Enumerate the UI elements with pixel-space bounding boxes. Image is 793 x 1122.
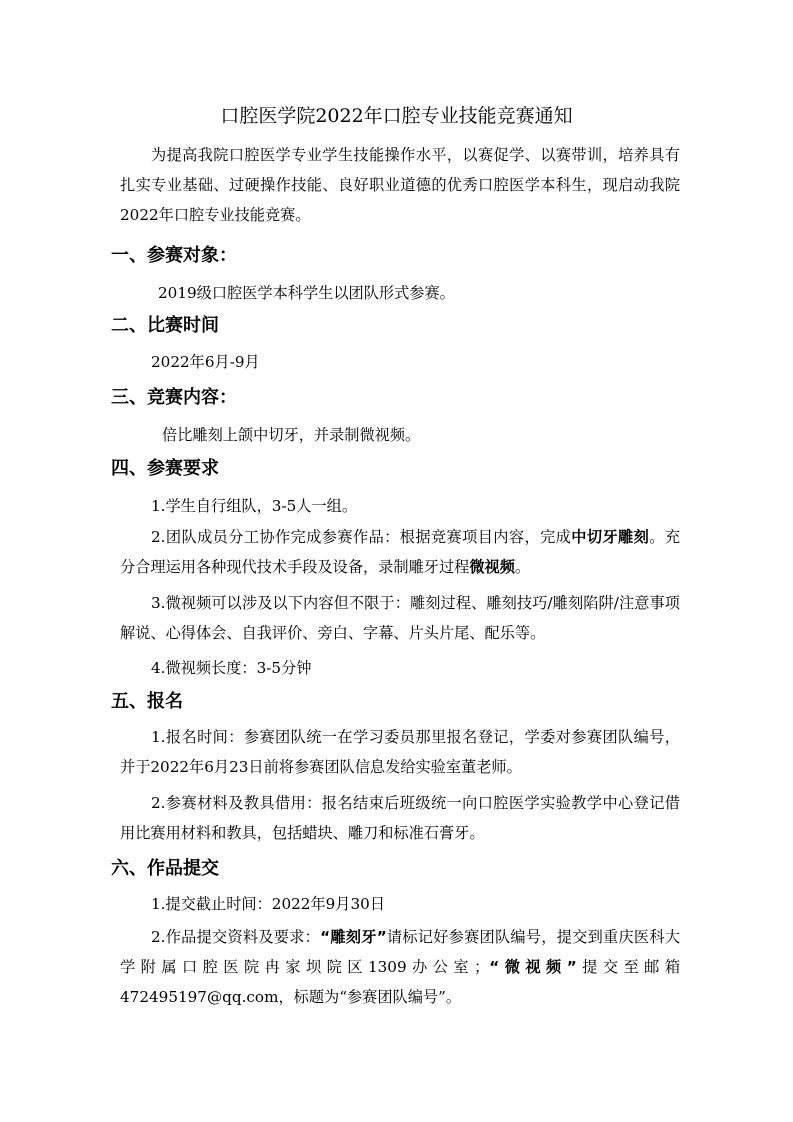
registration-item: 1.报名时间：参赛团队统一在学习委员那里报名登记，学委对参赛团队编号，并于2022年6月23日前将参赛团队信息发给实验室董老师。 xyxy=(120,728,680,776)
section-heading-content: 三、竞赛内容： xyxy=(111,387,237,408)
registration-item: 2.参赛材料及教具借用：报名结束后班级统一向口腔医学实验教学中心登记借用比赛用材料和教具，包括蜡块、雕刀和标准石膏牙。 xyxy=(120,794,680,842)
time-text: 2022年6月-9月 xyxy=(151,353,260,371)
document-title: 口腔医学院2022年口腔专业技能竞赛通知 xyxy=(220,105,573,127)
section-heading-requirements: 四、参赛要求 xyxy=(111,458,219,479)
participants-text: 2019级口腔医学本科学生以团队形式参赛。 xyxy=(158,284,455,302)
bold-emphasis: “微视频” xyxy=(489,958,577,976)
requirement-item: 1.学生自行组队，3-5人一组。 xyxy=(151,497,358,515)
submission-item: 2.作品提交资料及要求：“雕刻牙”请标记好参赛团队编号，提交到重庆医科大学附属口腔医院冉家坝院区1309办公室；“微视频”提交至邮箱472495197@qq.com，标题为“参赛团队编号”。 xyxy=(120,928,681,1006)
section-heading-time: 二、比赛时间 xyxy=(111,315,219,336)
requirement-item: 3.微视频可以涉及以下内容但不限于：雕刻过程、雕刻技巧/雕刻陷阱/注意事项解说、心得体会、自我评价、旁白、字幕、片头片尾、配乐等。 xyxy=(120,594,680,642)
requirement-item: 2.团队成员分工协作完成参赛作品：根据竞赛项目内容，完成中切牙雕刻。充分合理运用各种现代技术手段及设备，录制雕牙过程微视频。 xyxy=(120,528,681,576)
section-heading-participants: 一、参赛对象： xyxy=(111,245,237,266)
intro-paragraph: 为提高我院口腔医学专业学生技能操作水平，以赛促学、以赛带训，培养具有扎实专业基础、过硬操作技能、良好职业道德的优秀口腔医学本科生，现启动我院2022年口腔专业技能竞赛。 xyxy=(120,146,680,224)
bold-emphasis: 中切牙雕刻 xyxy=(571,528,650,546)
bold-emphasis: “雕刻牙” xyxy=(320,928,387,946)
content-text: 倍比雕刻上颌中切牙，并录制微视频。 xyxy=(162,426,421,444)
requirement-item: 4.微视频长度：3-5分钟 xyxy=(151,659,312,677)
submission-item: 1.提交截止时间：2022年9月30日 xyxy=(151,895,386,913)
bold-emphasis: 微视频 xyxy=(469,558,515,576)
section-heading-registration: 五、报名 xyxy=(111,691,183,712)
section-heading-submission: 六、作品提交 xyxy=(111,858,219,879)
